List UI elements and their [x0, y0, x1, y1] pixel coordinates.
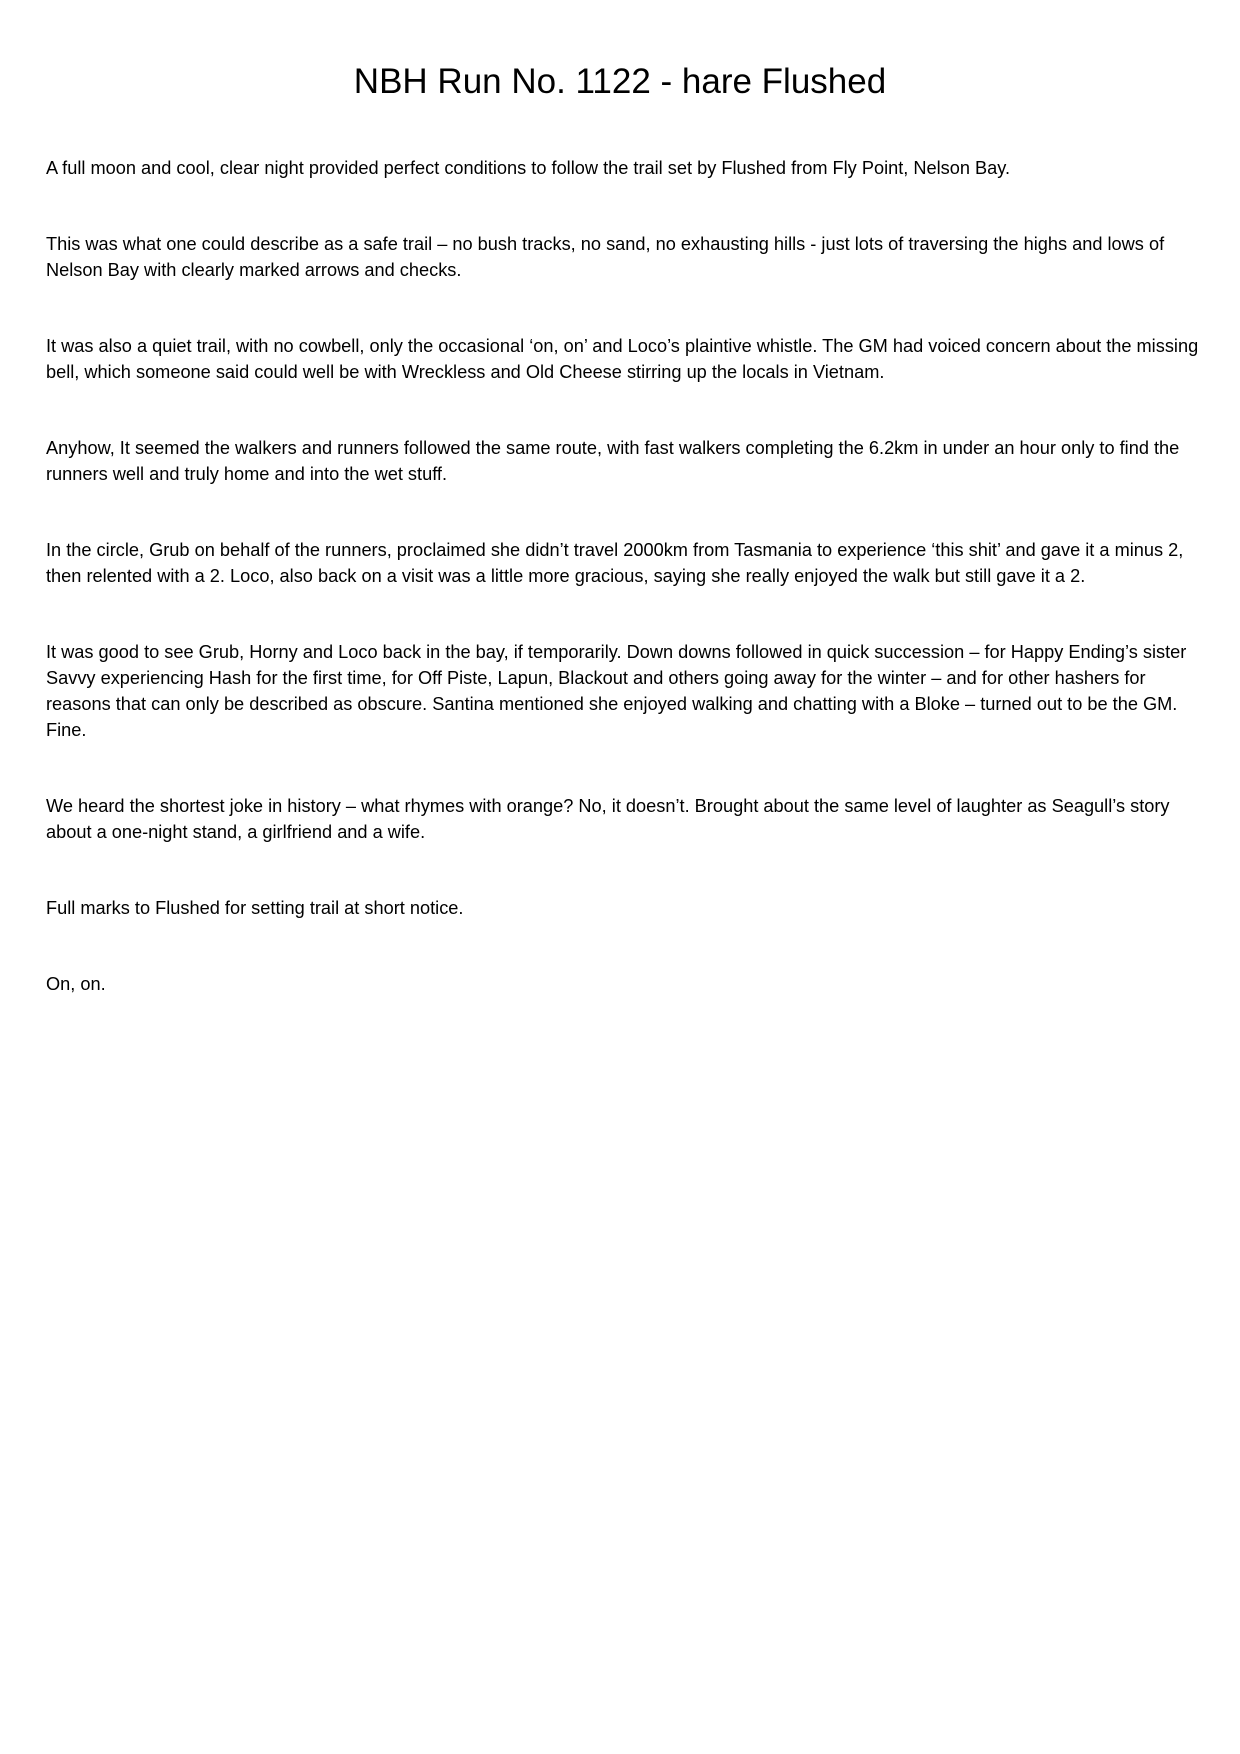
- paragraph-7: We heard the shortest joke in history – what rhymes with orange? No, it doesn’t. Brought about the same level of laughter as Seagull’s story about a one-night stand, a girlfriend and a wife.: [46, 796, 1170, 842]
- paragraph-1: A full moon and cool, clear night provided perfect conditions to follow the trail set by Flushed from Fly Point, Nelson Bay.: [46, 158, 1011, 178]
- paragraph-8: Full marks to Flushed for setting trail at short notice.: [46, 898, 464, 918]
- paragraph-2: This was what one could describe as a safe trail – no bush tracks, no sand, no exhausting hills - just lots of traversing the highs and lows of Nelson Bay with clearly marked arrows and checks.: [46, 234, 1165, 280]
- document-title: NBH Run No. 1122 - hare Flushed: [353, 62, 887, 101]
- paragraph-9: On, on.: [46, 974, 106, 994]
- paragraph-4: Anyhow, It seemed the walkers and runners followed the same route, with fast walkers completing the 6.2km in under an hour only to find the runners well and truly home and into the wet stuff.: [46, 438, 1180, 484]
- document-body: [46, 155, 1202, 1047]
- paragraph-3: It was also a quiet trail, with no cowbell, only the occasional ‘on, on’ and Loco’s plaintive whistle. The GM had voiced concern about the missing bell, which someone said could well be with Wreckless and Old Cheese stirring up the locals in Vietnam.: [46, 336, 1199, 382]
- paragraph-6: It was good to see Grub, Horny and Loco back in the bay, if temporarily. Down downs followed in quick succession – for Happy Ending’s sister Savvy experiencing Hash for the first time, for Off Piste, Lapun, Blackout and others going away for the winter – and for other hashers for reasons that can only be described as obscure. Santina mentioned she enjoyed walking and chatting with a Bloke – turned out to be the GM. Fine.: [46, 642, 1187, 740]
- paragraph-5: In the circle, Grub on behalf of the runners, proclaimed she didn’t travel 2000km from Tasmania to experience ‘this shit’ and gave it a minus 2, then relented with a 2. Loco, also back on a visit was a little more gracious, saying she really enjoyed the walk but still gave it a 2.: [46, 540, 1184, 586]
